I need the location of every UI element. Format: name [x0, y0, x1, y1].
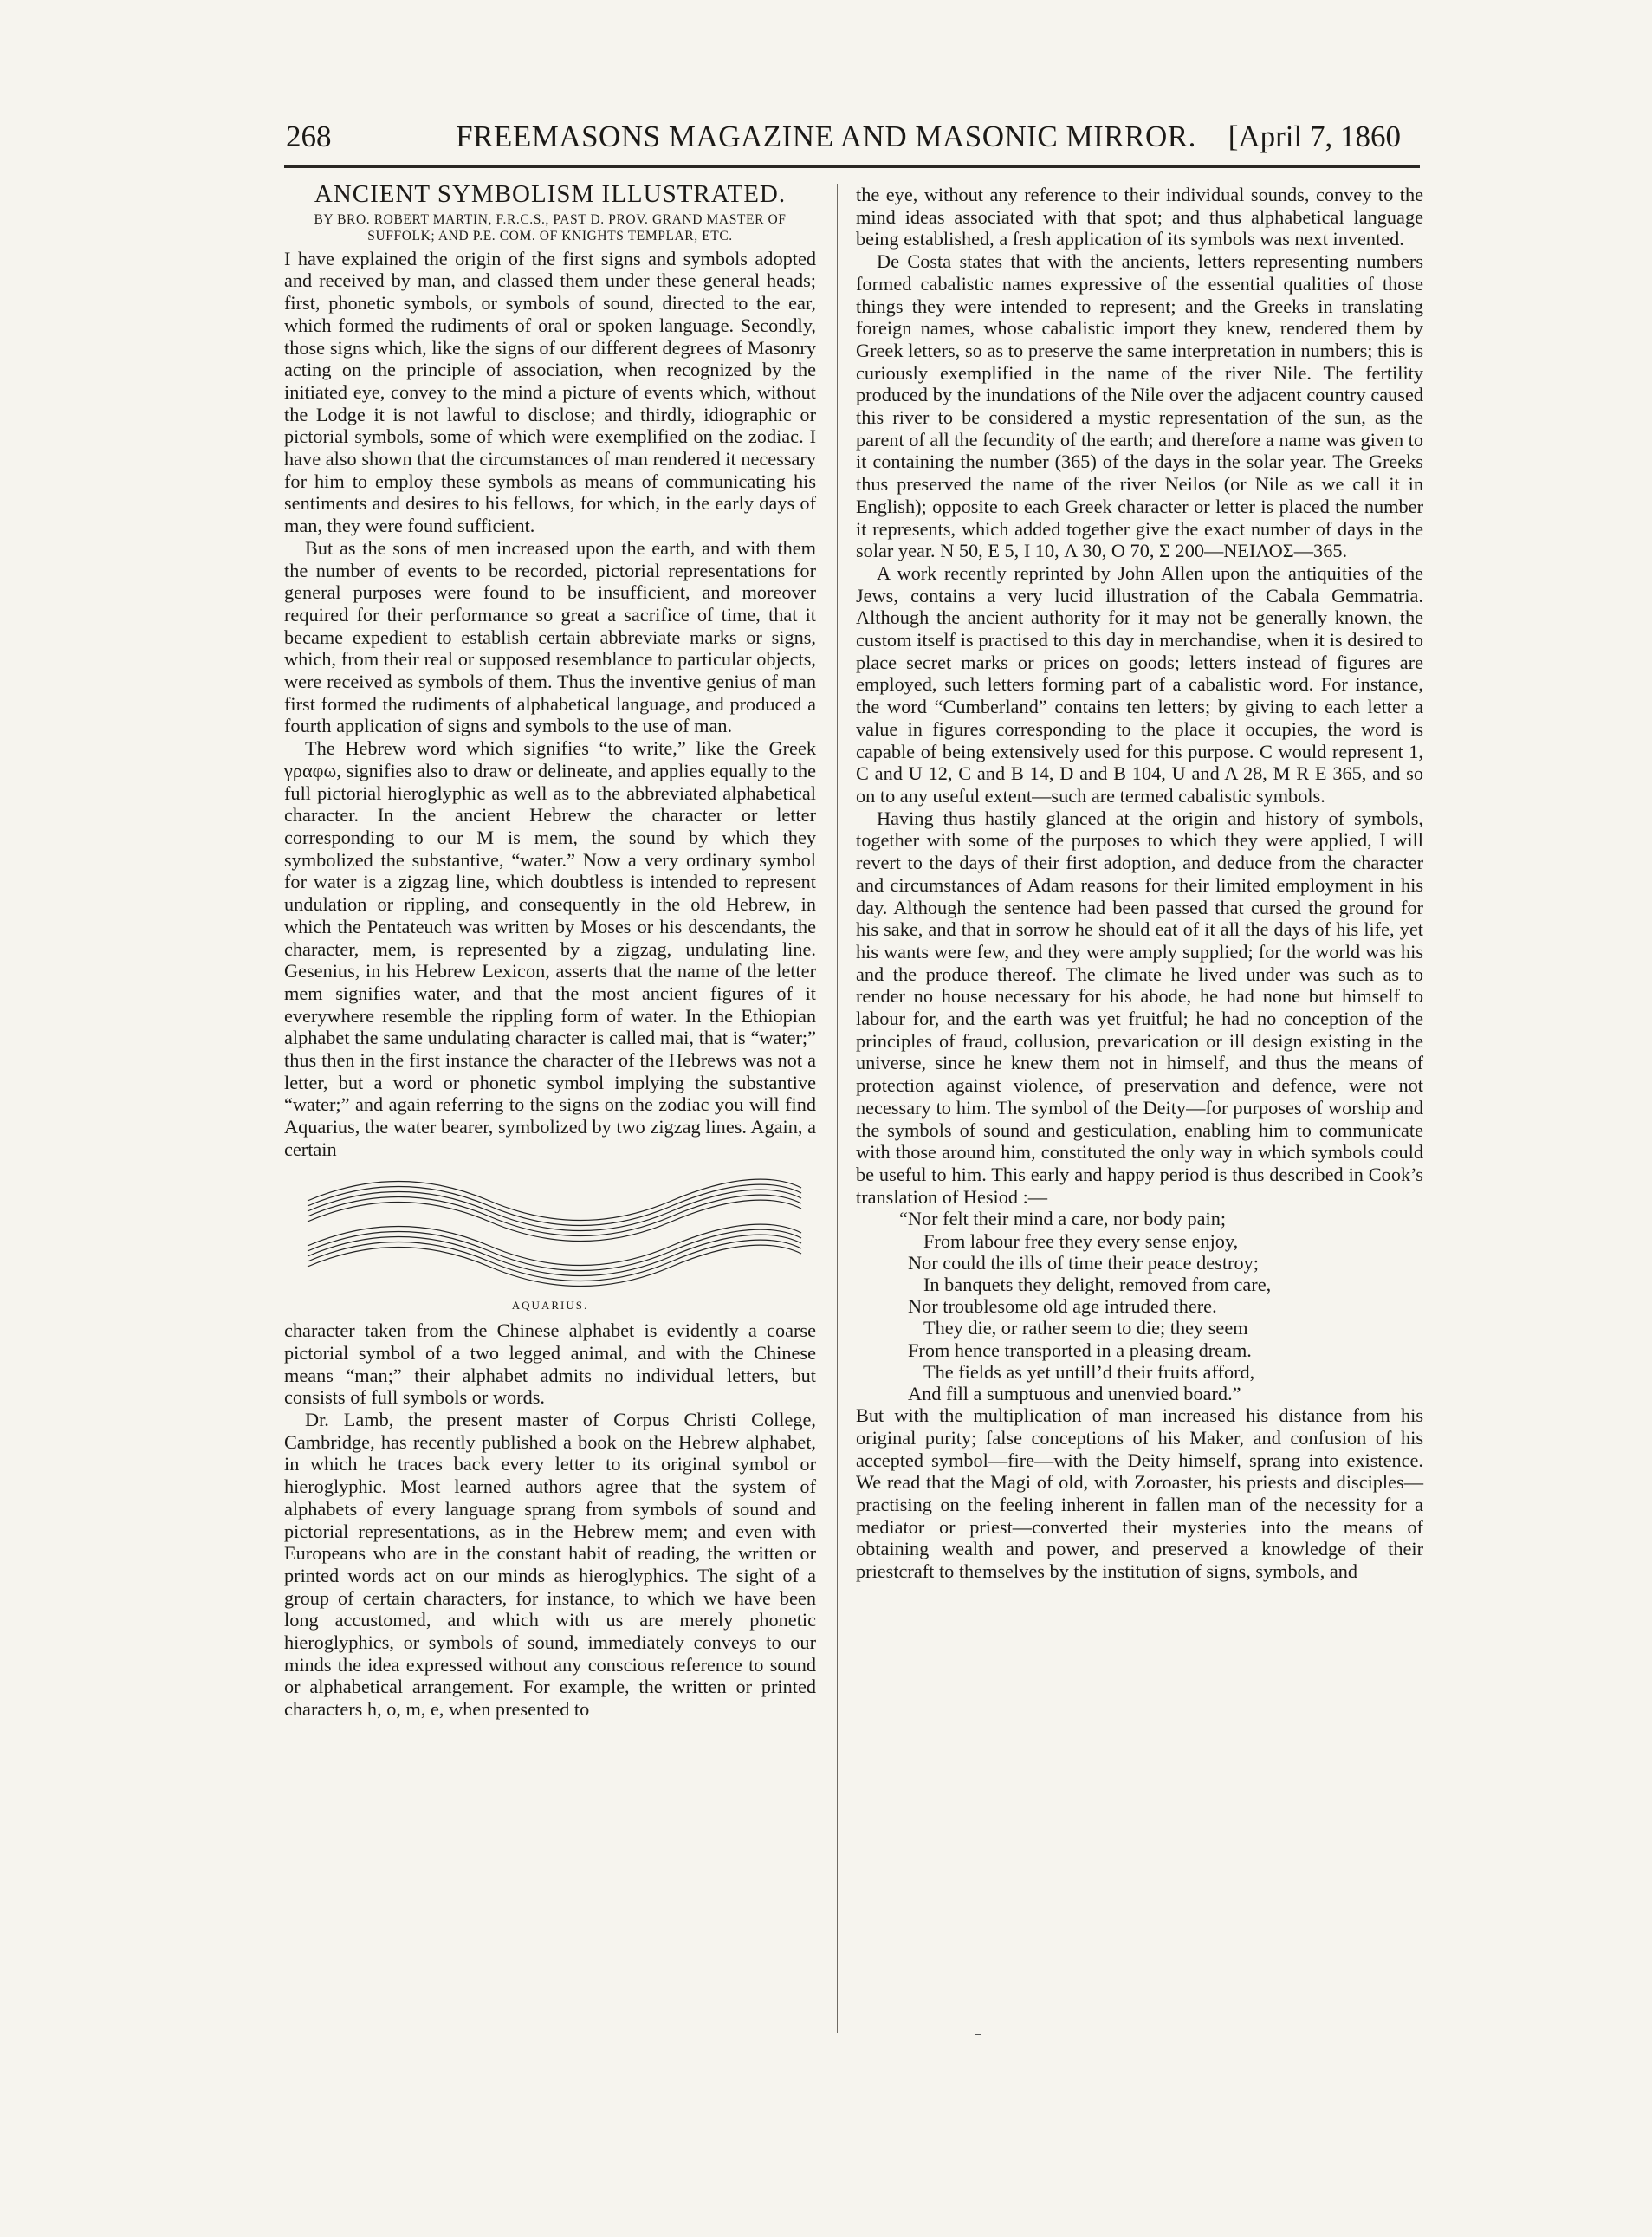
paragraph: character taken from the Chinese alphabet is evidently a coarse pictorial symbol of a two legged animal, and with the Chinese means “man;” their alphabet admits no individual letters, but consists of full symbols or words. — [284, 1320, 816, 1409]
poem-line: And fill a sumptuous and unenvied board.” — [908, 1382, 1241, 1404]
aquarius-wave-illustration — [290, 1166, 810, 1296]
lower-wave — [308, 1224, 801, 1286]
paragraph: I have explained the origin of the first signs and symbols adopted and received by man, and classed them under these general heads; first, phonetic symbols, or symbols of sound, directed to the ear, which formed the rudiments of oral or spoken language. Secondly, those signs which, like the signs of our different degrees of Masonry acting on the principle of association, when recognized by the initiated eye, convey to the mind a picture of events which, without the Lodge it is not lawful to disclose; and thirdly, idiographic or pictorial symbols, some of which were exemplified on the zodiac. I have also shown that the circumstances of man rendered it necessary for him to employ these symbols as means of communicating his sentiments and desires to his fellows, for which, in the early days of man, they were found sufficient. — [284, 247, 816, 537]
paragraph: Dr. Lamb, the present master of Corpus Christi College, Cambridge, has recently published a book on the Hebrew alphabet, in which he traces back every letter to its original symbol or hieroglyphic. Most learned authors agree that the system of alphabets of every language sprang from symbols of sound and pictorial representations, as in the Hebrew mem; and even with Europeans who are in the constant habit of reading, the written or printed words act on our minds as hieroglyphics. The sight of a group of certain characters, for instance, to which we have been long accustomed, and which with us are merely phonetic hieroglyphics, or symbols of sound, immediately conveys to our minds the idea expressed without any conscious reference to sound or alphabetical arrangement. For example, the written or printed characters h, o, m, e, when presented to — [284, 1409, 816, 1721]
right-column — [856, 184, 1423, 1583]
paragraph: De Costa states that with the ancients, letters representing numbers formed cabalistic names expressive of the essential qualities of those things they were intended to represent; and the Greeks in translating foreign names, whose cabalistic import they knew, rendered them by Greek letters, so as to preserve the same interpretation in numbers; this is curiously exemplified in the name of the river Nile. The fertility produced by the inundations of the Nile over the adjacent country caused this river to be considered a mystic representation of the sun, as the parent of all the fecundity of the earth; and therefore a name was given to it containing the number (365) of the days in the solar year. The Greeks thus preserved the name of the river Neilos (or Nile as we call it in English); opposite to each Greek character or letter is placed the number it represents, which added together give the exact number of days in the solar year. N 50, E 5, I 10, Λ 30, O 70, Σ 200—ΝΕΙΛΟΣ—365. — [856, 250, 1424, 562]
column-divider — [837, 184, 838, 2033]
page-number: 268 — [286, 120, 332, 153]
paragraph: the eye, without any reference to their individual sounds, convey to the mind ideas associated with that spot; and thus alphabetical language being established, a fresh application of its symbols was next invented. — [856, 184, 1423, 250]
poem-line: They die, or rather seem to die; they seem — [923, 1317, 1248, 1339]
paragraph: A work recently reprinted by John Allen upon the antiquities of the Jews, contains a very lucid illustration of the Cabala Gemmatria. Although the ancient authority for it may not be generally known, the custom itself is practised to this day in merchandise, when it is desired to place secret marks or prices on goods; letters instead of figures are employed, such letters forming part of a cabalistic word. For instance, the word “Cumberland” contains ten letters; by giving to each letter a value in figures corresponding to the place it occupies, the word is capable of being extensively used for this purpose. C would represent 1, C and U 12, C and B 14, D and B 104, U and A 28, M R E 365, and so on to any useful extent—such are termed cabalistic symbols. — [856, 561, 1423, 807]
paragraph: But with the multiplication of man increased his distance from his original purity; false conceptions of his Maker, and confusion of his accepted symbol—fire—with the Deity himself, sprang into existence. We read that the Magi of old, with Zoroaster, his priests and disciples—practising on the feeling inherent in fallen man of the necessity for a mediator or priest—converted their mysteries into the means of obtaining wealth and power, and preserved a knowledge of their priestcraft to themselves by the institution of signs, symbols, and — [856, 1404, 1423, 1583]
paragraph: The Hebrew word which signifies “to write,” like the Greek γραφω, signifies also to draw or delineate, and applies equally to the full pictorial hieroglyphic as well as to the abbreviated alphabetical character. In the ancient Hebrew the character or letter corresponding to our M is mem, the sound by which they symbolized the substantive, “water.” Now a very ordinary symbol for water is a zigzag line, which doubtless is intended to represent undulation or rippling, and consequently in the old Hebrew, in which the Pentateuch was written by Moses or his descendants, the character, mem, is represented by a zigzag, undulating line. Gesenius, in his Hebrew Lexicon, asserts that the name of the letter mem signifies water, and that the most ancient figures of it everywhere resemble the rippling form of water. In the Ethiopian alphabet the same undulating character is called mai, that is “water;” thus then in the first instance the character of the Hebrews was not a letter, but a word or phonetic symbol implying the substantive “water;” and again referring to the signs on the zodiac you will find Aquarius, the water bearer, symbolized by two zigzag lines. Again, a certain — [284, 737, 816, 1160]
paragraph: Having thus hastily glanced at the origin and history of symbols, together with some of the purposes to which they were applied, I will revert to the days of their first adoption, and deduce from the character and circumstances of Adam reasons for their limited employment in his day. Although the sentence had been passed that cursed the ground for his sake, and that in sorrow he should eat of it all the days of his life, yet his wants were few, and they were amply supplied; for the world was his and the produce thereof. The climate he lived under was such as to render no house necessary for his abode, he had none but himself to labour for, and the earth was yet fruitful; he had no conception of the principles of fraud, collusion, prevarication or ill design existing in the universe, since he knew them not in himself, and thus the means of protection against violence, of preservation and defence, were not necessary to him. The symbol of the Deity—for purposes of worship and the symbols of sound and gesticulation, enabling him to communicate with those around him, constituted the only way in which symbols could be useful to him. This early and happy period is thus described in Cook’s translation of Hesiod :— — [856, 807, 1423, 1208]
poem-line: Nor troublesome old age intruded there. — [908, 1295, 1217, 1318]
poem-line: From labour free they every sense enjoy, — [923, 1229, 1239, 1252]
running-title: FREEMASONS MAGAZINE AND MASONIC MIRROR. — [456, 120, 1196, 153]
article-title: ANCIENT SYMBOLISM ILLUSTRATED. — [314, 180, 787, 208]
figure-caption: AQUARIUS. — [511, 1298, 589, 1312]
header-rule — [284, 165, 1420, 168]
poem-line: In banquets they delight, removed from care, — [923, 1273, 1272, 1295]
footer-mark — [975, 2034, 981, 2035]
hesiod-poem — [899, 1208, 1423, 1404]
poem-line: The fields as yet untill’d their fruits afford, — [923, 1360, 1255, 1383]
aquarius-figure — [284, 1166, 816, 1317]
poem-line: Nor could the ills of time their peace destroy; — [908, 1251, 1259, 1274]
page-header — [0, 120, 1652, 163]
poem-line: “Nor felt their mind a care, nor body pain; — [899, 1208, 1227, 1230]
poem-line: From hence transported in a pleasing dream. — [908, 1339, 1252, 1361]
left-column — [284, 180, 816, 1721]
issue-date: [April 7, 1860 — [1228, 120, 1401, 153]
paragraph: But as the sons of men increased upon the earth, and with them the number of events to be recorded, pictorial representations for general purposes were found to be insufficient, and moreover required for their performance so great a sacrifice of time, that it became expedient to establish certain abbreviate marks or signs, which, from their real or supposed resemblance to particular objects, were received as symbols of them. Thus the inventive genius of man first formed the rudiments of alphabetical language, and produced a fourth application of signs and symbols to the use of man. — [284, 536, 816, 737]
article-byline: BY BRO. ROBERT MARTIN, F.R.C.S., PAST D. PROV. GRAND MASTER OF SUFFOLK; AND P.E. COM. OF KNIGHTS TEMPLAR, ETC. — [314, 211, 787, 243]
